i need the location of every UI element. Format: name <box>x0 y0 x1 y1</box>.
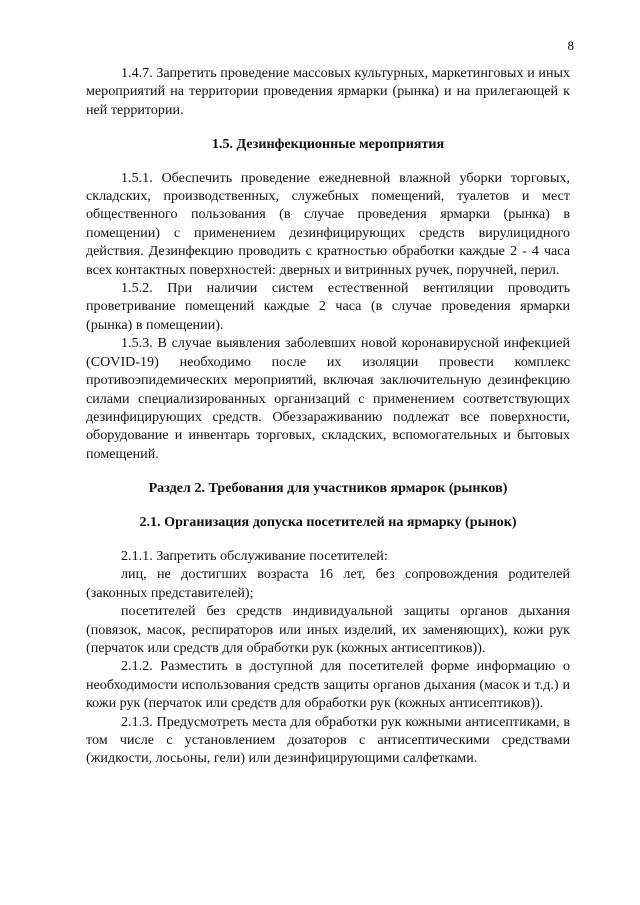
paragraph-2-1-3: 2.1.3. Предусмотреть места для обработки рук кожными антисептиками, в том числе с установлением дозаторов с антисептическими средствами (жидкости, лосьоны, гели) или дезинфицирующими салфетками. <box>86 713 570 767</box>
paragraph-1-5-2: 1.5.2. При наличии систем естественной вентиляции проводить проветривание помещений каждые 2 часа (в случае проведения ярмарки (рынка) в помещении). <box>86 280 570 333</box>
paragraph-1-5-1: 1.5.1. Обеспечить проведение ежедневной влажной уборки торговых, складских, производственных, служебных помещений, туалетов и мест общественного пользования (в случае проведения ярмарки (рынка) в помещении) с применением дезинфицирующих средств вирулицидного действия. Дезинфекцию проводить с кратностью обработки каждые 2 - 4 часа всех контактных поверхностей: дверных и витринных ручек, поручней, перил. <box>86 169 570 278</box>
paragraph-2-1-1-item-no-ppe: посетителей без средств индивидуальной защиты органов дыхания (повязок, масок, респираторов или иных изделий, их заменяющих), кожи рук (перчаток или средств для обработки рук (кожных антисептиков)). <box>86 603 570 656</box>
heading-2-1: 2.1. Организация допуска посетителей на ярмарку (рынок) <box>139 513 517 530</box>
page-number: 8 <box>567 38 574 53</box>
heading-1-5: 1.5. Дезинфекционные мероприятия <box>211 136 445 153</box>
paragraph-1-4-7: 1.4.7. Запретить проведение массовых культурных, маркетинговых и иных мероприятий на территории проведения ярмарки (рынка) и на прилегающей к ней территории. <box>86 65 570 118</box>
document-body <box>86 64 570 768</box>
paragraph-2-1-1: 2.1.1. Запретить обслуживание посетителей: <box>121 547 388 564</box>
paragraph-2-1-1-item-minors: лиц, не достигших возраста 16 лет, без сопровождения родителей (законных представителей); <box>86 566 570 601</box>
paragraph-2-1-2: 2.1.2. Разместить в доступной для посетителей форме информацию о необходимости использования средств защиты органов дыхания (масок и т.д.) и кожи рук (перчаток или средств для обработки рук (кожных антисептиков)). <box>86 658 570 712</box>
heading-section-2: Раздел 2. Требования для участников ярмарок (рынков) <box>148 480 508 497</box>
paragraph-1-5-3: 1.5.3. В случае выявления заболевших новой коронавирусной инфекцией (COVID-19) необходимо после их изоляции провести комплекс противоэпидемических мероприятий, включая заключительную дезинфекцию силами специализированных организаций с применением соответствующих дезинфицирующих средств. Обеззараживанию подлежат все поверхности, оборудование и инвентарь торговых, складских, вспомогательных и бытовых помещений. <box>86 335 570 462</box>
